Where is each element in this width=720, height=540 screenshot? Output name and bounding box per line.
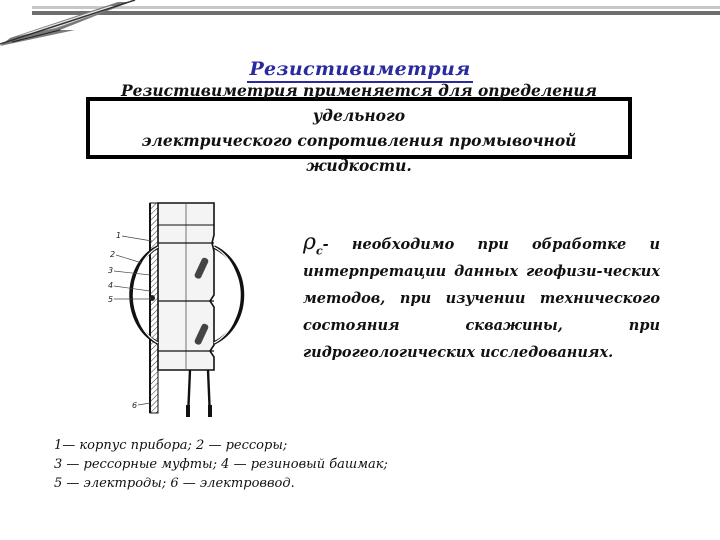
casing-hatched-wall [150,203,158,413]
slide-title-text: Резистивиметрия [247,58,472,83]
definition-line-2: электрического сопротивления промывочной жидкости. [141,131,577,175]
legend-line-1: 1— корпус прибора; 2 — рессоры; [54,438,288,453]
header-line-light [32,6,720,9]
resistivity-meter-diagram [102,195,252,430]
legend-line-2: 3 — рессорные муфты; 4 — резиновый башмак; [54,457,388,472]
figure-label-2: 2 [110,250,116,259]
right-bow-spring [214,247,243,343]
rho-subscript: с [315,244,323,258]
figure-legend [54,436,654,493]
definition-line-1: Резистивиметрия применяется для определения удельного [120,81,598,125]
electrode-5 [149,295,155,301]
rho-symbol: $\rho_с$ [303,230,323,258]
description-text: - необходимо при обработке и интерпретации данных геофизи-ческих методов, при изучении технического состояния скважины, при гидрогеологических исследованиях. [303,236,660,361]
header-line-dark [32,11,720,15]
figure-label-1: 1 [116,231,122,240]
slide-header-decoration [0,0,720,50]
slide-title [0,58,720,80]
figure-label-4: 4 [108,281,114,290]
figure-label-3: 3 [108,266,114,275]
description-paragraph [303,230,660,366]
figure-label-6: 6 [132,401,138,410]
figure-label-5: 5 [108,295,114,304]
legend-line-3: 5 — электроды; 6 — электроввод. [54,476,295,491]
definition-box [86,81,632,175]
